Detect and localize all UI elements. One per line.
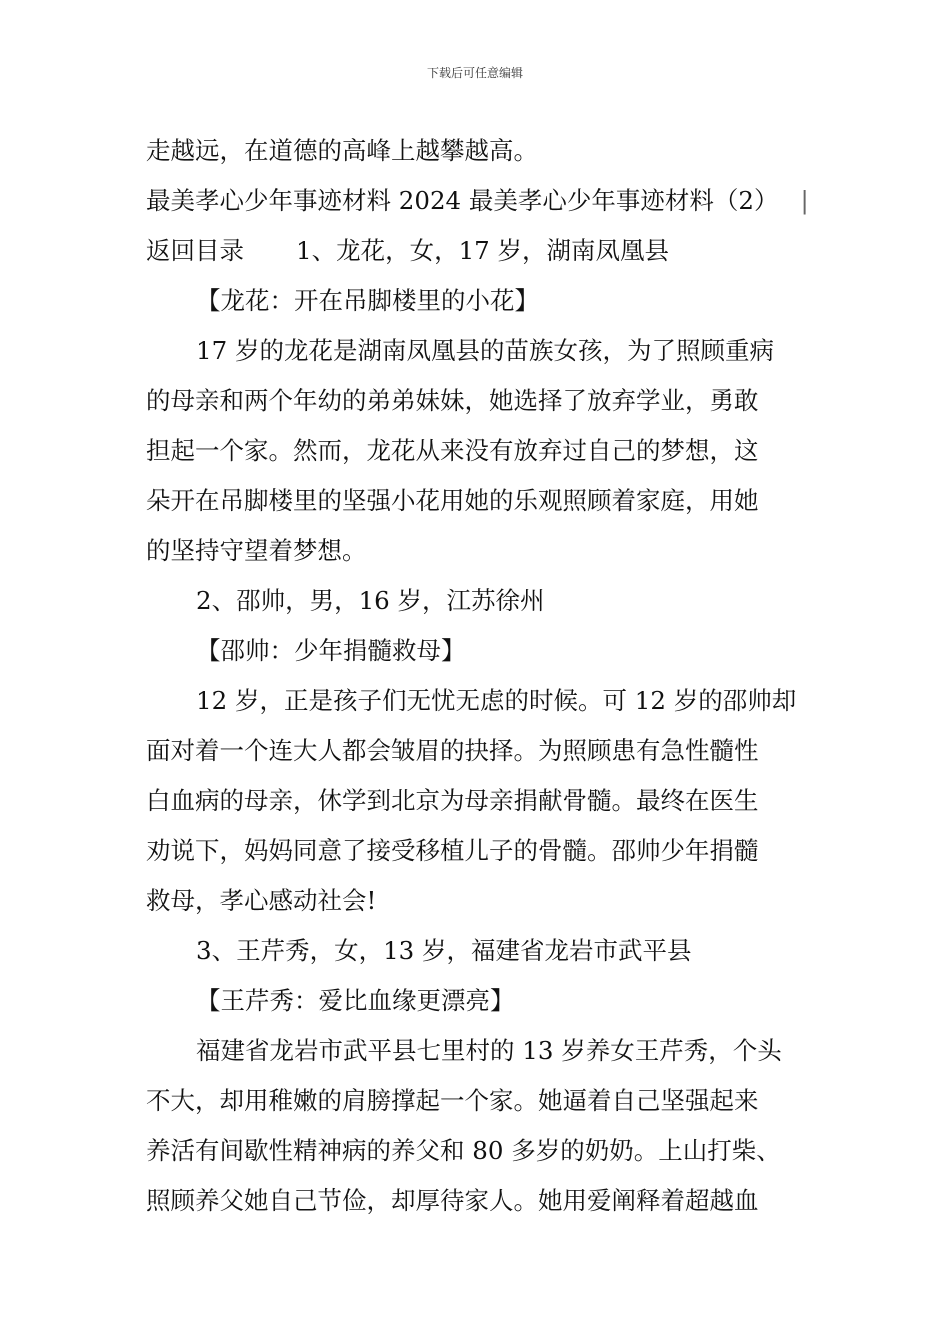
separator: | [800,186,809,215]
document-body [146,126,808,1226]
entry-3-title: 【王芹秀：爱比血缘更漂亮】 [196,986,515,1015]
paragraph-line: 救母，孝心感动社会! [146,886,377,915]
paragraph-line: 担起一个家。然而，龙花从来没有放弃过自己的梦想，这 [146,436,759,465]
paragraph-line: 朵开在吊脚楼里的坚强小花用她的乐观照顾着家庭，用她 [146,486,759,515]
paragraph-line: 12 岁，正是孩子们无忧无虑的时候。可 12 岁的邵帅却 [196,686,797,715]
text-line-1: 走越远，在道德的高峰上越攀越高。 [146,136,538,165]
paragraph-line: 养活有间歇性精神病的养父和 80 多岁的奶奶。上山打柴、 [146,1136,781,1165]
entry-2-intro: 2、邵帅，男，16 岁，江苏徐州 [196,586,545,615]
entry-2-title: 【邵帅：少年捐髓救母】 [196,636,466,665]
paragraph-line: 劝说下，妈妈同意了接受移植儿子的骨髓。邵帅少年捐髓 [146,836,759,865]
paragraph-line: 的母亲和两个年幼的弟弟妹妹，她选择了放弃学业，勇敢 [146,386,759,415]
section-heading: 最美孝心少年事迹材料 2024 最美孝心少年事迹材料（2） [146,186,779,215]
paragraph-line: 照顾养父她自己节俭，却厚待家人。她用爱阐释着超越血 [146,1186,759,1215]
paragraph-line: 面对着一个连大人都会皱眉的抉择。为照顾患有急性髓性 [146,736,759,765]
entry-3-intro: 3、王芹秀，女，13 岁，福建省龙岩市武平县 [196,936,692,965]
paragraph-line: 的坚持守望着梦想。 [146,536,367,565]
entry-1-intro: 1、龙花，女，17 岁，湖南凤凰县 [296,236,670,265]
section-heading-line [146,176,808,226]
page-header: 下载后可任意编辑 [426,66,523,80]
back-to-toc-link[interactable]: 返回目录 [146,236,244,265]
paragraph-line: 白血病的母亲，休学到北京为母亲捐献骨髓。最终在医生 [146,786,759,815]
paragraph-line: 不大，却用稚嫩的肩膀撑起一个家。她逼着自己坚强起来 [146,1086,759,1115]
paragraph-line: 福建省龙岩市武平县七里村的 13 岁养女王芹秀，个头 [196,1036,782,1065]
paragraph-line: 17 岁的龙花是湖南凤凰县的苗族女孩，为了照顾重病 [196,336,774,365]
toc-line [146,226,808,276]
entry-1-title: 【龙花：开在吊脚楼里的小花】 [196,286,539,315]
